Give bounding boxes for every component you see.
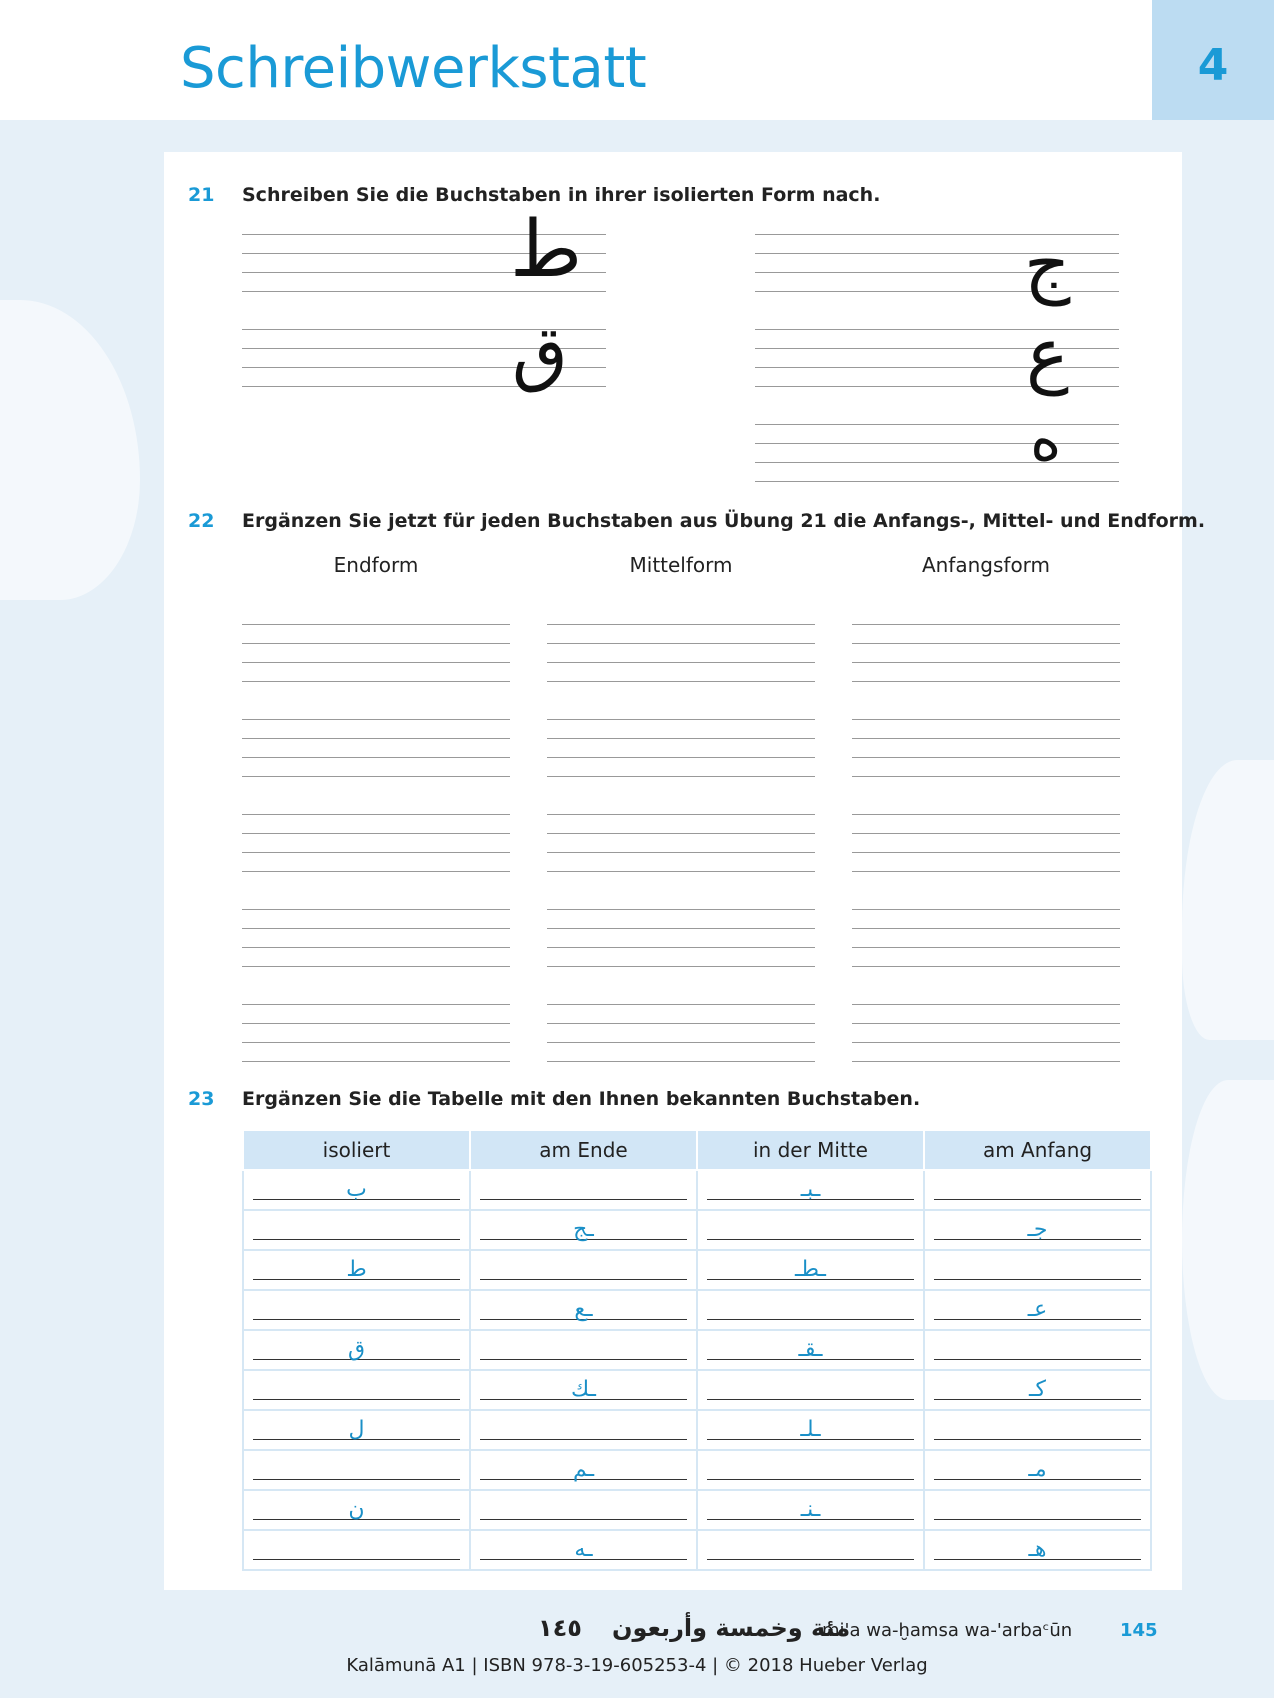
letter-ha-isolated: ه	[1030, 405, 1062, 475]
exercise-23-number: 23	[188, 1088, 215, 1110]
letter-form: جـ	[1027, 1217, 1048, 1242]
letter-form: ن	[348, 1497, 365, 1522]
table-cell[interactable]	[697, 1170, 924, 1210]
table-row	[243, 1170, 1151, 1210]
exercise-22-number: 22	[188, 510, 215, 532]
letter-form: ـطـ	[795, 1257, 826, 1282]
table-cell[interactable]	[243, 1330, 470, 1370]
table-cell[interactable]	[924, 1210, 1151, 1250]
letter-form: عـ	[1027, 1297, 1048, 1322]
exercise-21-number: 21	[188, 184, 215, 206]
table-cell[interactable]	[697, 1290, 924, 1330]
table-cell[interactable]	[697, 1370, 924, 1410]
letter-jim-isolated: ج	[1024, 222, 1071, 306]
writing-lines[interactable]	[852, 624, 1120, 684]
chapter-number: 4	[1197, 40, 1229, 91]
table-cell[interactable]	[924, 1490, 1151, 1530]
letter-form: ـع	[574, 1297, 593, 1322]
letter-form: ـك	[571, 1377, 596, 1402]
table-cell[interactable]	[243, 1170, 470, 1210]
table-cell[interactable]	[470, 1330, 697, 1370]
footer-transliteration: mi'a wa-ḫamsa wa-'arbaᶜūn	[822, 1620, 1073, 1641]
table-cell[interactable]	[924, 1370, 1151, 1410]
table-row	[243, 1490, 1151, 1530]
letter-form: ـقـ	[798, 1337, 823, 1362]
writing-lines[interactable]	[852, 1004, 1120, 1064]
table-cell[interactable]	[243, 1410, 470, 1450]
table-cell[interactable]	[243, 1370, 470, 1410]
letter-form: ـنـ	[800, 1497, 821, 1522]
table-cell[interactable]	[470, 1410, 697, 1450]
writing-lines[interactable]	[547, 909, 815, 969]
exercise-23-instruction: Ergänzen Sie die Tabelle mit den Ihnen bekannten Buchstaben.	[242, 1088, 921, 1110]
table-row	[243, 1330, 1151, 1370]
writing-lines[interactable]	[547, 719, 815, 779]
writing-lines[interactable]	[852, 719, 1120, 779]
table-row	[243, 1370, 1151, 1410]
letter-form: ـم	[572, 1457, 595, 1482]
table-cell[interactable]	[697, 1210, 924, 1250]
table-cell[interactable]	[243, 1290, 470, 1330]
column-header-endform: Endform	[333, 553, 419, 577]
footer-arabic-number-words: مئة وخمسة وأربعون	[612, 1614, 851, 1642]
table-cell[interactable]	[924, 1170, 1151, 1210]
writing-lines[interactable]	[242, 1004, 510, 1064]
letter-qaf-isolated: ق	[512, 310, 568, 394]
letter-form: ب	[346, 1177, 367, 1202]
table-cell[interactable]	[697, 1530, 924, 1570]
letter-form: ـج	[573, 1217, 594, 1242]
footer-isbn-line: Kalāmunā A1 | ISBN 978-3-19-605253-4 | © 2018 Hueber Verlag	[346, 1655, 928, 1676]
decor-shape-left	[0, 300, 140, 600]
table-cell[interactable]	[697, 1330, 924, 1370]
table-header-in-der-mitte: in der Mitte	[697, 1130, 924, 1170]
letter-form: هـ	[1028, 1537, 1047, 1562]
letter-form: ـه	[574, 1537, 593, 1562]
writing-lines[interactable]	[242, 814, 510, 874]
writing-lines[interactable]	[852, 909, 1120, 969]
table-cell[interactable]	[470, 1490, 697, 1530]
table-row	[243, 1450, 1151, 1490]
exercise-22-instruction: Ergänzen Sie jetzt für jeden Buchstaben aus Übung 21 die Anfangs-, Mittel- und Endform.	[242, 510, 1206, 532]
letter-form: ـلـ	[800, 1417, 821, 1442]
exercise-21-instruction: Schreiben Sie die Buchstaben in ihrer isolierten Form nach.	[242, 184, 881, 206]
table-row	[243, 1410, 1151, 1450]
letter-ain-isolated: ع	[1026, 312, 1069, 396]
table-header-isoliert: isoliert	[243, 1130, 470, 1170]
table-cell[interactable]	[697, 1450, 924, 1490]
table-cell[interactable]	[470, 1210, 697, 1250]
letter-forms-table	[242, 1129, 1152, 1571]
table-cell[interactable]	[697, 1410, 924, 1450]
table-cell[interactable]	[924, 1410, 1151, 1450]
table-row	[243, 1250, 1151, 1290]
writing-lines[interactable]	[547, 814, 815, 874]
column-header-mittelform: Mittelform	[629, 553, 733, 577]
letter-taa-isolated: ط	[510, 205, 583, 295]
header-bar	[0, 0, 1152, 120]
writing-lines[interactable]	[242, 624, 510, 684]
writing-lines[interactable]	[852, 814, 1120, 874]
table-cell[interactable]	[697, 1490, 924, 1530]
footer-page-number: 145	[1120, 1620, 1158, 1641]
writing-lines[interactable]	[242, 719, 510, 779]
table-cell[interactable]	[470, 1170, 697, 1210]
table-cell[interactable]	[924, 1450, 1151, 1490]
table-cell[interactable]	[470, 1530, 697, 1570]
table-cell[interactable]	[243, 1210, 470, 1250]
table-row	[243, 1290, 1151, 1330]
table-cell[interactable]	[470, 1250, 697, 1290]
decor-shape-right-bottom	[1182, 1080, 1274, 1400]
letter-form: ـبـ	[800, 1177, 821, 1202]
footer-arabic-page-number: ١٤٥	[538, 1614, 582, 1642]
table-cell[interactable]	[924, 1330, 1151, 1370]
table-cell[interactable]	[243, 1490, 470, 1530]
letter-form: ط	[346, 1257, 367, 1282]
table-cell[interactable]	[470, 1370, 697, 1410]
table-row	[243, 1530, 1151, 1570]
table-cell[interactable]	[924, 1290, 1151, 1330]
letter-form: مـ	[1028, 1457, 1047, 1482]
letter-form: كـ	[1029, 1377, 1046, 1402]
writing-lines[interactable]	[547, 1004, 815, 1064]
table-header-am-ende: am Ende	[470, 1130, 697, 1170]
table-cell[interactable]	[924, 1530, 1151, 1570]
table-row	[243, 1210, 1151, 1250]
chapter-tab	[1152, 0, 1274, 120]
letter-form: ل	[348, 1417, 365, 1442]
letter-form: ق	[347, 1337, 366, 1362]
column-header-anfangsform: Anfangsform	[921, 553, 1051, 577]
table-header-am-anfang: am Anfang	[924, 1130, 1151, 1170]
decor-shape-right-top	[1182, 760, 1274, 1040]
table-cell[interactable]	[243, 1250, 470, 1290]
table-cell[interactable]	[243, 1530, 470, 1570]
writing-lines[interactable]	[547, 624, 815, 684]
table-cell[interactable]	[924, 1250, 1151, 1290]
table-cell[interactable]	[243, 1450, 470, 1490]
table-cell[interactable]	[470, 1450, 697, 1490]
writing-lines[interactable]	[755, 424, 1119, 484]
table-cell[interactable]	[697, 1250, 924, 1290]
table-cell[interactable]	[470, 1290, 697, 1330]
page-title: Schreibwerkstatt	[180, 36, 647, 101]
writing-lines[interactable]	[242, 909, 510, 969]
